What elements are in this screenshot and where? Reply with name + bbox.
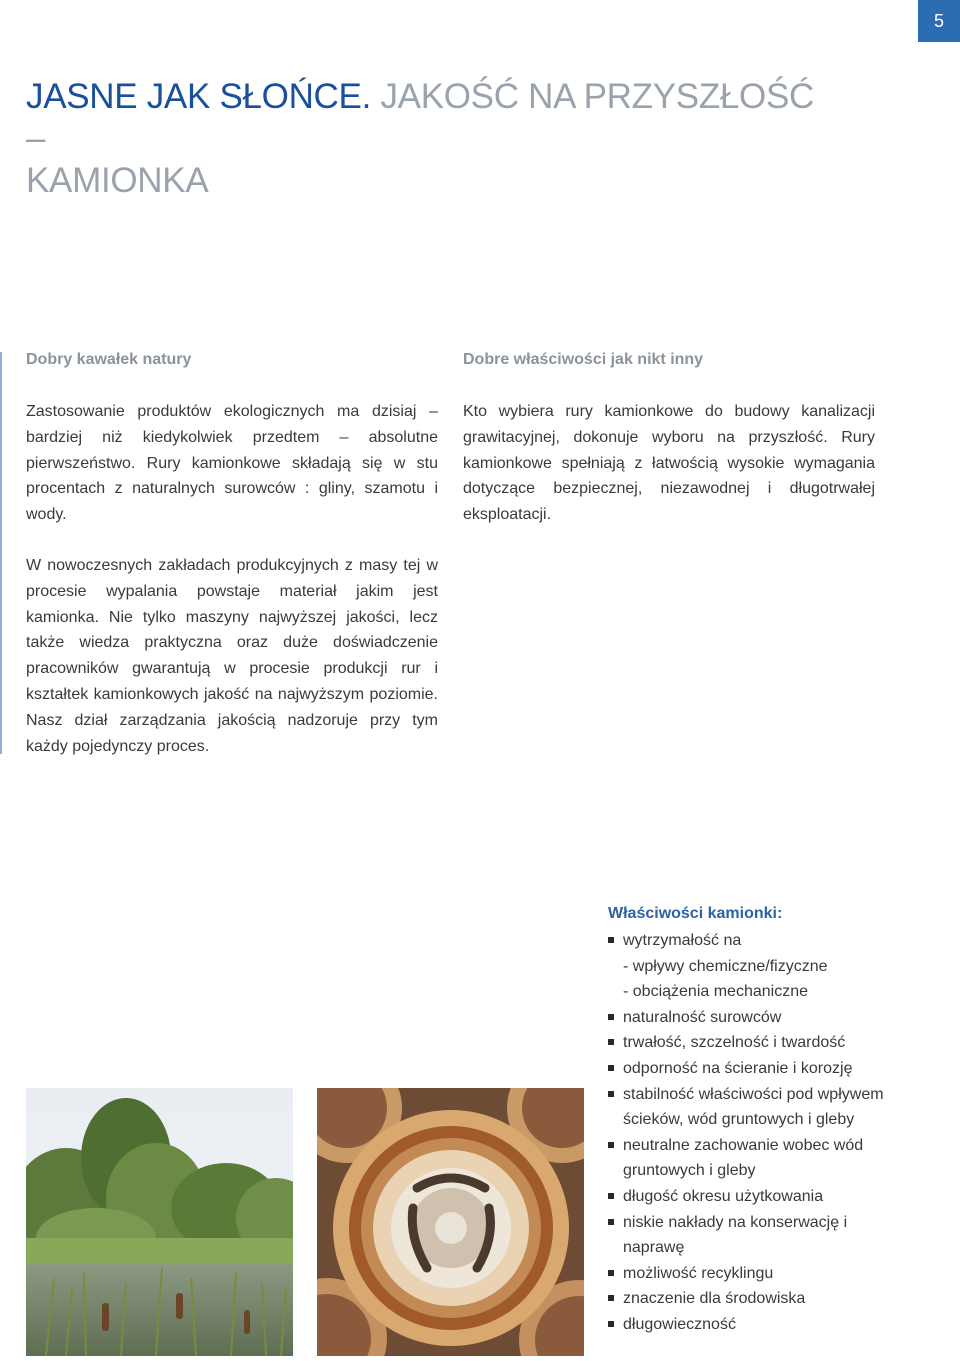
page-title <box>26 76 826 202</box>
bullet-icon <box>608 1270 614 1276</box>
left-paragraph-1: Zastosowanie produktów ekologicznych ma dzisiaj – bardziej niż kiedykolwiek przedtem – absolutne pierwszeństwo. Rury kamionkowe składają się w stu procentach z naturalnych surowców : gliny, szamotu i wody. <box>26 403 438 524</box>
left-heading: Dobry kawałek natury <box>26 351 192 368</box>
pipes-photo <box>317 1088 584 1356</box>
property-item <box>608 1056 908 1082</box>
bullet-icon <box>608 1193 614 1199</box>
property-text: trwałość, szczelność i twardość <box>623 1034 846 1052</box>
property-text: wytrzymałość na <box>623 932 742 949</box>
property-text: neutralne zachowanie wobec wód gruntowych i gleby <box>623 1136 864 1180</box>
property-text: znaczenie dla środowiska <box>623 1290 806 1308</box>
right-heading: Dobre właściwości jak nikt inny <box>463 351 704 368</box>
property-item <box>608 928 908 1005</box>
page-number-badge: 5 <box>918 0 960 42</box>
bullet-icon <box>608 1219 614 1225</box>
nature-photo <box>26 1088 293 1356</box>
property-item <box>608 1312 908 1338</box>
right-paragraph-1: Kto wybiera rury kamionkowe do budowy kanalizacji grawitacyjnej, dokonuje wyboru na przyszłość. Rury kamionkowe spełniają z łatwością wysokie wymagania dotyczące bezpiecznej, niezawodnej i długotrwałej eksploatacji. <box>463 403 875 524</box>
title-part-3: KAMIONKA <box>26 161 209 200</box>
properties-list <box>608 928 908 1338</box>
left-paragraph-2: W nowoczesnych zakładach produkcyjnych z masy tej w procesie wypalania powstaje materiał jakim jest kamionka. Nie tylko maszyny najwyższej jakości, lecz także wiedza praktyczna oraz duże doświadczenie pracowników gwarantują w procesie produkcji rur i kształtek kamionkowych jakość na najwyższym poziomie. Nasz dział zarządzania jakością nadzoruje przy tym każdy pojedynczy proces. <box>26 557 438 755</box>
property-subitem: - wpływy chemiczne/fizyczne <box>623 957 828 975</box>
property-item <box>608 1210 908 1261</box>
property-text: naturalność surowców <box>623 1008 782 1026</box>
property-item <box>608 1133 908 1184</box>
bullet-icon <box>608 1065 614 1071</box>
property-text: stabilność właściwości pod wpływem ścieków, wód gruntowych i gleby <box>623 1085 884 1129</box>
property-item <box>608 1082 908 1133</box>
title-part-1: JASNE JAK SŁOŃCE. <box>26 77 372 116</box>
property-text: długość okresu użytkowania <box>623 1187 824 1205</box>
property-text: możliwość recyklingu <box>623 1264 774 1282</box>
property-item <box>608 1261 908 1287</box>
title-part-2: JAKOŚĆ NA PRZYSZŁOŚĆ – <box>26 77 815 158</box>
property-item <box>608 1184 908 1210</box>
bullet-icon <box>608 1295 614 1301</box>
property-subitem: - obciążenia mechaniczne <box>623 983 808 1001</box>
bullet-icon <box>608 1014 614 1020</box>
property-text: długowieczność <box>623 1315 736 1333</box>
properties-box <box>608 902 908 1338</box>
property-item <box>608 1030 908 1056</box>
bullet-icon <box>608 1091 614 1097</box>
property-item <box>608 1005 908 1031</box>
property-text: niskie nakłady na konserwację i naprawę <box>623 1213 848 1257</box>
bullet-icon <box>608 937 614 943</box>
bullet-icon <box>608 1321 614 1327</box>
left-margin-rule <box>0 352 2 754</box>
bullet-icon <box>608 1039 614 1045</box>
property-text: odporność na ścieranie i korozję <box>623 1059 853 1077</box>
property-item <box>608 1286 908 1312</box>
properties-title: Właściwości kamionki: <box>608 905 783 922</box>
bullet-icon <box>608 1142 614 1148</box>
